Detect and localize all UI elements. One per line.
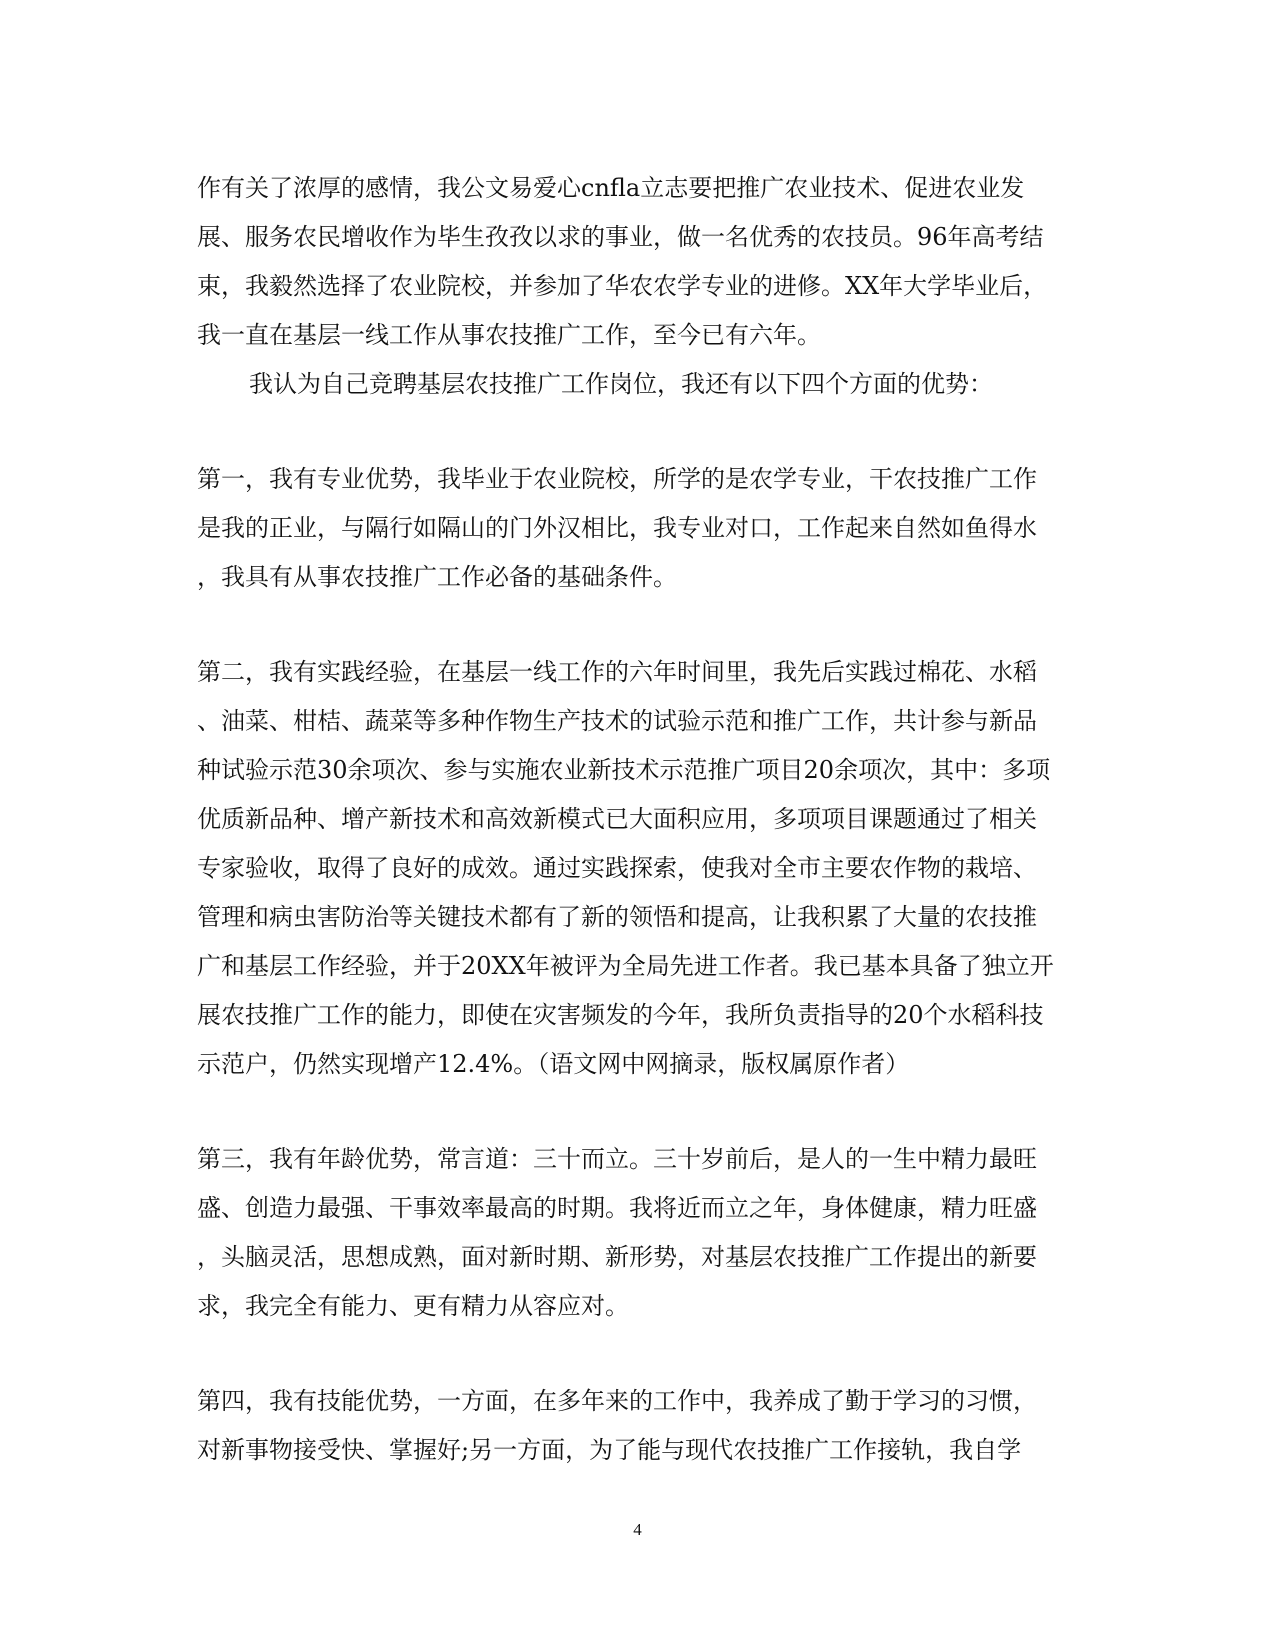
paragraph-gap	[197, 1331, 1077, 1377]
text-line: 示范户，仍然实现增产12.4%。（语文网中网摘录，版权属原作者）	[197, 1050, 910, 1078]
text-line: 管理和病虫害防治等关键技术都有了新的领悟和提高，让我积累了大量的农技推	[197, 903, 1037, 931]
text-line: 种试验示范30余项次、参与实施农业新技术示范推广项目20余项次，其中：多项	[197, 756, 1051, 784]
text-line: 我认为自己竞聘基层农技推广工作岗位，我还有以下四个方面的优势：	[249, 370, 993, 398]
paragraph-second-advantage	[197, 648, 1077, 1089]
text-line: ，头脑灵活，思想成熟，面对新时期、新形势，对基层农技推广工作提出的新要	[197, 1243, 1037, 1271]
text-line: 展、服务农民增收作为毕生孜孜以求的事业，做一名优秀的农技员。96年高考结	[197, 223, 1044, 251]
text-line: 第一，我有专业优势，我毕业于农业院校，所学的是农学专业，干农技推广工作	[197, 465, 1037, 493]
paragraph-gap	[197, 1089, 1077, 1135]
text-line: 、油菜、柑桔、蔬菜等多种作物生产技术的试验示范和推广工作，共计参与新品	[197, 707, 1037, 735]
text-line: 求，我完全有能力、更有精力从容应对。	[197, 1292, 629, 1320]
paragraph-third-advantage	[197, 1135, 1077, 1331]
text-line: 第四，我有技能优势，一方面，在多年来的工作中，我养成了勤于学习的习惯，	[197, 1387, 1037, 1415]
text-line: 对新事物接受快、掌握好;另一方面，为了能与现代农技推广工作接轨，我自学	[197, 1436, 1022, 1464]
text-line: 优质新品种、增产新技术和高效新模式已大面积应用，多项项目课题通过了相关	[197, 805, 1037, 833]
page-number: 4	[633, 1520, 642, 1539]
paragraph-intro	[197, 164, 1077, 360]
text-line: 第二，我有实践经验，在基层一线工作的六年时间里，我先后实践过棉花、水稻	[197, 658, 1037, 686]
text-line: 束，我毅然选择了农业院校，并参加了华农农学专业的进修。XX年大学毕业后，	[197, 272, 1048, 300]
paragraph-fourth-advantage	[197, 1377, 1077, 1475]
paragraph-gap	[197, 602, 1077, 648]
text-line: 专家验收，取得了良好的成效。通过实践探索，使我对全市主要农作物的栽培、	[197, 854, 1037, 882]
document-body	[197, 164, 1077, 1475]
text-line: 第三，我有年龄优势，常言道：三十而立。三十岁前后，是人的一生中精力最旺	[197, 1145, 1037, 1173]
text-line: 我一直在基层一线工作从事农技推广工作，至今已有六年。	[197, 321, 821, 349]
text-line: 盛、创造力最强、干事效率最高的时期。我将近而立之年，身体健康，精力旺盛	[197, 1194, 1037, 1222]
text-line: 是我的正业，与隔行如隔山的门外汉相比，我专业对口，工作起来自然如鱼得水	[197, 514, 1037, 542]
text-line: 作有关了浓厚的感情，我公文易爱心cnfla立志要把推广农业技术、促进农业发	[197, 174, 1025, 202]
text-line: ，我具有从事农技推广工作必备的基础条件。	[197, 563, 677, 591]
paragraph-first-advantage	[197, 455, 1077, 602]
paragraph-advantages-lead	[197, 360, 1077, 409]
text-line: 广和基层工作经验，并于20XX年被评为全局先进工作者。我已基本具备了独立开	[197, 952, 1054, 980]
text-line: 展农技推广工作的能力，即使在灾害频发的今年，我所负责指导的20个水稻科技	[197, 1001, 1044, 1029]
paragraph-gap	[197, 409, 1077, 455]
